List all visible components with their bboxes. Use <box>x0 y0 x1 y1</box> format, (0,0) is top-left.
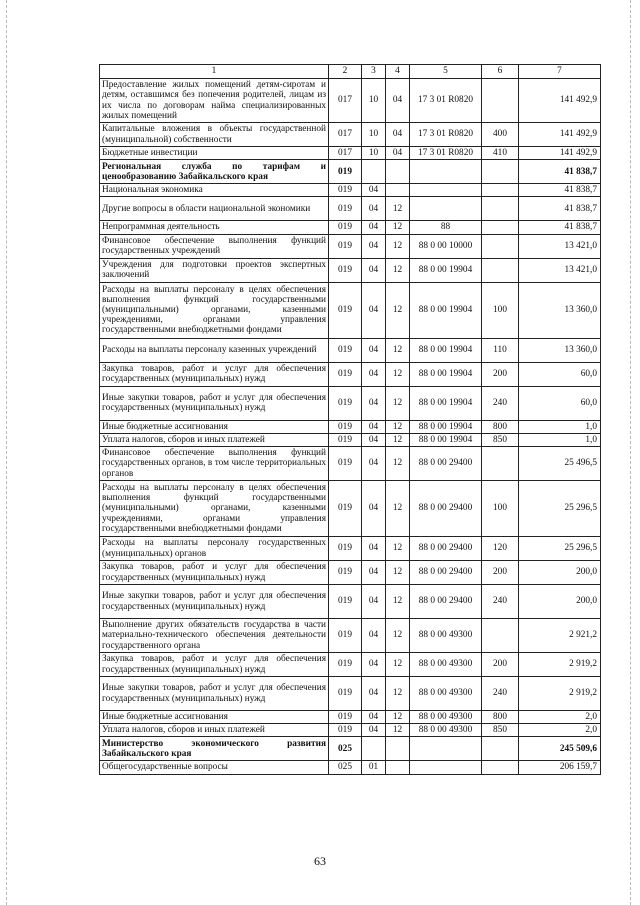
table-cell-name: Бюджетные инвестиции <box>100 147 329 160</box>
table-cell-sum: 141 492,9 <box>519 147 601 160</box>
table-row <box>100 258 601 282</box>
table-cell-sum: 13 421,0 <box>519 234 601 258</box>
table-cell-target: 88 0 00 29400 <box>410 447 482 481</box>
table-cell-target: 88 0 00 19904 <box>410 282 482 338</box>
table-cell-target: 88 0 00 49300 <box>410 724 482 737</box>
table-cell-subsection: 04 <box>386 123 410 147</box>
table-row <box>100 447 601 481</box>
table-cell-expense-type: 240 <box>482 585 519 619</box>
table-cell-sum: 245 509,6 <box>519 737 601 761</box>
table-row <box>100 160 601 184</box>
header-cell: 1 <box>100 65 329 79</box>
table-cell-name: Финансовое обеспечение выполнения функций государственных учреждений <box>100 234 329 258</box>
table-cell-subsection: 12 <box>386 282 410 338</box>
table-cell-target: 88 0 00 49300 <box>410 677 482 711</box>
table-cell-name: Иные закупки товаров, работ и услуг для обеспечения государственных (муниципальных) нужд <box>100 677 329 711</box>
table-cell-sum: 41 838,7 <box>519 160 601 184</box>
table-cell-ministry: 019 <box>329 160 362 184</box>
table-row <box>100 362 601 386</box>
table-cell-target: 88 0 00 19904 <box>410 258 482 282</box>
table-cell-sum: 41 838,7 <box>519 197 601 221</box>
table-row <box>100 386 601 420</box>
table-cell-section: 04 <box>362 619 386 653</box>
table-cell-expense-type: 410 <box>482 147 519 160</box>
table-cell-sum: 141 492,9 <box>519 79 601 123</box>
table-cell-target <box>410 197 482 221</box>
table-cell-section: 04 <box>362 653 386 677</box>
table-row <box>100 197 601 221</box>
table-row <box>100 221 601 234</box>
budget-table <box>99 64 601 775</box>
table-cell-ministry: 019 <box>329 433 362 446</box>
table-row <box>100 561 601 585</box>
table-cell-section: 04 <box>362 258 386 282</box>
table-body <box>100 65 601 775</box>
header-cell: 4 <box>386 65 410 79</box>
table-cell-ministry: 017 <box>329 123 362 147</box>
table-cell-section: 04 <box>362 447 386 481</box>
table-cell-ministry: 019 <box>329 561 362 585</box>
table-cell-ministry: 019 <box>329 481 362 537</box>
table-cell-section: 04 <box>362 433 386 446</box>
table-cell-section: 04 <box>362 711 386 724</box>
table-cell-section: 10 <box>362 147 386 160</box>
table-cell-name: Расходы на выплаты персоналу казенных учреждений <box>100 338 329 362</box>
table-cell-sum: 200,0 <box>519 585 601 619</box>
table-cell-subsection: 12 <box>386 537 410 561</box>
table-cell-subsection: 12 <box>386 433 410 446</box>
table-cell-sum: 25 296,5 <box>519 481 601 537</box>
table-cell-sum: 141 492,9 <box>519 123 601 147</box>
table-cell-name: Министерство экономического развития Забайкальского края <box>100 737 329 761</box>
table-cell-subsection: 12 <box>386 711 410 724</box>
table-cell-name: Закупка товаров, работ и услуг для обеспечения государственных (муниципальных) нужд <box>100 362 329 386</box>
table-row <box>100 619 601 653</box>
table-cell-target: 88 0 00 49300 <box>410 653 482 677</box>
table-cell-name: Региональная служба по тарифам и ценообразованию Забайкальского края <box>100 160 329 184</box>
table-cell-subsection: 12 <box>386 234 410 258</box>
table-cell-expense-type <box>482 184 519 197</box>
header-cell: 5 <box>410 65 482 79</box>
table-cell-section: 04 <box>362 537 386 561</box>
scan-right-edge <box>630 0 632 905</box>
table-row <box>100 184 601 197</box>
table-cell-section: 10 <box>362 79 386 123</box>
table-cell-sum: 1,0 <box>519 420 601 433</box>
table-row <box>100 79 601 123</box>
table-cell-name: Другие вопросы в области национальной экономики <box>100 197 329 221</box>
table-cell-ministry: 019 <box>329 447 362 481</box>
table-cell-expense-type: 800 <box>482 711 519 724</box>
table-row <box>100 282 601 338</box>
header-cell: 2 <box>329 65 362 79</box>
table-cell-ministry: 019 <box>329 537 362 561</box>
table-cell-expense-type: 110 <box>482 338 519 362</box>
table-cell-sum: 60,0 <box>519 386 601 420</box>
table-cell-subsection: 12 <box>386 258 410 282</box>
table-cell-sum: 13 360,0 <box>519 338 601 362</box>
table-cell-ministry: 019 <box>329 420 362 433</box>
table-cell-name: Иные закупки товаров, работ и услуг для обеспечения государственных (муниципальных) нужд <box>100 585 329 619</box>
table-cell-sum: 25 296,5 <box>519 537 601 561</box>
table-cell-target <box>410 184 482 197</box>
table-cell-name: Расходы на выплаты персоналу в целях обеспечения выполнения функций государственными (муниципальными) органами, казенными учреждениями, органами управления государственными внебюджетными фондами <box>100 282 329 338</box>
scan-left-edge <box>6 0 8 905</box>
table-cell-ministry: 017 <box>329 79 362 123</box>
table-row <box>100 737 601 761</box>
table-cell-name: Иные закупки товаров, работ и услуг для обеспечения государственных (муниципальных) нужд <box>100 386 329 420</box>
table-cell-subsection <box>386 160 410 184</box>
table-cell-expense-type <box>482 447 519 481</box>
table-cell-ministry: 019 <box>329 585 362 619</box>
table-cell-section: 04 <box>362 724 386 737</box>
table-cell-section: 04 <box>362 197 386 221</box>
table-cell-section <box>362 737 386 761</box>
table-cell-name: Национальная экономика <box>100 184 329 197</box>
table-cell-name: Расходы на выплаты персоналу в целях обеспечения выполнения функций государственными (муниципальными) органами, казенными учреждениями, органами управления государственными внебюджетными фондами <box>100 481 329 537</box>
table-cell-target: 88 <box>410 221 482 234</box>
table-cell-name: Уплата налогов, сборов и иных платежей <box>100 433 329 446</box>
table-cell-section: 04 <box>362 221 386 234</box>
table-cell-target: 88 0 00 19904 <box>410 420 482 433</box>
table-cell-expense-type: 200 <box>482 362 519 386</box>
table-header-row <box>100 65 601 79</box>
table-cell-section: 04 <box>362 282 386 338</box>
table-cell-subsection <box>386 737 410 761</box>
table-cell-subsection: 12 <box>386 362 410 386</box>
table-cell-expense-type <box>482 258 519 282</box>
table-cell-expense-type: 850 <box>482 724 519 737</box>
table-cell-section: 04 <box>362 585 386 619</box>
table-cell-sum: 206 159,7 <box>519 761 601 774</box>
table-row <box>100 724 601 737</box>
table-cell-sum: 13 360,0 <box>519 282 601 338</box>
table-cell-expense-type: 200 <box>482 561 519 585</box>
table-cell-target: 88 0 00 29400 <box>410 585 482 619</box>
table-cell-sum: 2 919,2 <box>519 653 601 677</box>
table-cell-name: Выполнение других обязательств государства в части материально-технического обеспечения деятельности государственного органа <box>100 619 329 653</box>
table-cell-ministry: 019 <box>329 724 362 737</box>
table-row <box>100 123 601 147</box>
header-cell: 7 <box>519 65 601 79</box>
table-cell-section <box>362 160 386 184</box>
table-row <box>100 711 601 724</box>
table-cell-name: Уплата налогов, сборов и иных платежей <box>100 724 329 737</box>
table-cell-subsection: 12 <box>386 653 410 677</box>
table-cell-name: Общегосударственные вопросы <box>100 761 329 774</box>
table-cell-ministry: 019 <box>329 234 362 258</box>
table-cell-ministry: 017 <box>329 147 362 160</box>
table-cell-section: 04 <box>362 338 386 362</box>
table-row <box>100 585 601 619</box>
table-cell-subsection: 12 <box>386 619 410 653</box>
table-cell-expense-type: 240 <box>482 677 519 711</box>
table-cell-expense-type: 100 <box>482 481 519 537</box>
table-cell-expense-type <box>482 79 519 123</box>
table-row <box>100 433 601 446</box>
table-cell-target: 88 0 00 49300 <box>410 711 482 724</box>
table-cell-subsection: 04 <box>386 147 410 160</box>
table-row <box>100 677 601 711</box>
table-cell-sum: 41 838,7 <box>519 221 601 234</box>
table-cell-target <box>410 761 482 774</box>
page-number: 63 <box>314 854 326 868</box>
table-cell-expense-type: 400 <box>482 123 519 147</box>
table-cell-section: 04 <box>362 184 386 197</box>
table-cell-expense-type <box>482 761 519 774</box>
table-cell-subsection <box>386 761 410 774</box>
table-cell-section: 01 <box>362 761 386 774</box>
table-cell-target: 17 3 01 R0820 <box>410 79 482 123</box>
table-cell-expense-type: 240 <box>482 386 519 420</box>
table-cell-target <box>410 160 482 184</box>
table-cell-target: 88 0 00 19904 <box>410 338 482 362</box>
table-cell-expense-type: 850 <box>482 433 519 446</box>
table-cell-sum: 1,0 <box>519 433 601 446</box>
table-row <box>100 537 601 561</box>
table-cell-target: 88 0 00 29400 <box>410 481 482 537</box>
table-cell-subsection: 12 <box>386 677 410 711</box>
table-cell-subsection: 12 <box>386 447 410 481</box>
table-cell-expense-type: 100 <box>482 282 519 338</box>
table-row <box>100 234 601 258</box>
table-cell-name: Закупка товаров, работ и услуг для обеспечения государственных (муниципальных) нужд <box>100 561 329 585</box>
table-cell-name: Иные бюджетные ассигнования <box>100 420 329 433</box>
table-row <box>100 338 601 362</box>
table-cell-name: Иные бюджетные ассигнования <box>100 711 329 724</box>
table-cell-target: 17 3 01 R0820 <box>410 147 482 160</box>
header-cell: 6 <box>482 65 519 79</box>
table-cell-target: 88 0 00 19904 <box>410 362 482 386</box>
table-cell-section: 10 <box>362 123 386 147</box>
table-cell-target: 88 0 00 49300 <box>410 619 482 653</box>
table-row <box>100 761 601 774</box>
table-cell-name: Непрограммная деятельность <box>100 221 329 234</box>
table-cell-target: 88 0 00 19904 <box>410 433 482 446</box>
table-cell-name: Капитальные вложения в объекты государственной (муниципальной) собственности <box>100 123 329 147</box>
table-cell-subsection: 12 <box>386 197 410 221</box>
table-cell-subsection: 12 <box>386 420 410 433</box>
table-cell-sum: 2,0 <box>519 711 601 724</box>
table-cell-sum: 2 921,2 <box>519 619 601 653</box>
table-cell-target: 88 0 00 29400 <box>410 561 482 585</box>
table-cell-sum: 2 919,2 <box>519 677 601 711</box>
table-cell-ministry: 025 <box>329 761 362 774</box>
table-cell-ministry: 019 <box>329 386 362 420</box>
table-cell-subsection <box>386 184 410 197</box>
table-cell-subsection: 12 <box>386 481 410 537</box>
table-cell-expense-type: 200 <box>482 653 519 677</box>
table-cell-expense-type: 800 <box>482 420 519 433</box>
table-cell-subsection: 12 <box>386 724 410 737</box>
table-cell-expense-type <box>482 160 519 184</box>
table-cell-target: 17 3 01 R0820 <box>410 123 482 147</box>
table-row <box>100 147 601 160</box>
table-row <box>100 481 601 537</box>
table-cell-sum: 25 496,5 <box>519 447 601 481</box>
table-cell-section: 04 <box>362 386 386 420</box>
table-cell-sum: 13 421,0 <box>519 258 601 282</box>
table-cell-ministry: 019 <box>329 258 362 282</box>
table-cell-ministry: 025 <box>329 737 362 761</box>
table-cell-subsection: 12 <box>386 221 410 234</box>
table-cell-name: Учреждения для подготовки проектов экспертных заключений <box>100 258 329 282</box>
table-cell-expense-type <box>482 737 519 761</box>
table-cell-expense-type <box>482 619 519 653</box>
table-cell-subsection: 12 <box>386 338 410 362</box>
table-row <box>100 653 601 677</box>
table-cell-ministry: 019 <box>329 184 362 197</box>
table-cell-ministry: 019 <box>329 221 362 234</box>
table-cell-sum: 2,0 <box>519 724 601 737</box>
header-cell: 3 <box>362 65 386 79</box>
table-cell-sum: 41 838,7 <box>519 184 601 197</box>
table-cell-expense-type <box>482 197 519 221</box>
table-cell-target: 88 0 00 29400 <box>410 537 482 561</box>
table-cell-section: 04 <box>362 677 386 711</box>
table-cell-sum: 60,0 <box>519 362 601 386</box>
table-cell-section: 04 <box>362 481 386 537</box>
table-cell-expense-type: 120 <box>482 537 519 561</box>
table-cell-subsection: 12 <box>386 561 410 585</box>
table-row <box>100 420 601 433</box>
table-cell-expense-type <box>482 234 519 258</box>
table-cell-section: 04 <box>362 561 386 585</box>
table-cell-expense-type <box>482 221 519 234</box>
table-cell-section: 04 <box>362 362 386 386</box>
table-cell-sum: 200,0 <box>519 561 601 585</box>
table-cell-name: Финансовое обеспечение выполнения функций государственных органов, в том числе территориальных органов <box>100 447 329 481</box>
table-cell-target: 88 0 00 10000 <box>410 234 482 258</box>
table-cell-ministry: 019 <box>329 197 362 221</box>
table-cell-target <box>410 737 482 761</box>
table-cell-name: Закупка товаров, работ и услуг для обеспечения государственных (муниципальных) нужд <box>100 653 329 677</box>
table-cell-ministry: 019 <box>329 338 362 362</box>
table-cell-ministry: 019 <box>329 653 362 677</box>
table-cell-name: Предоставление жилых помещений детям-сиротам и детям, оставшимся без попечения родителей, лицам из их числа по договорам найма специализированных жилых помещений <box>100 79 329 123</box>
table-cell-subsection: 04 <box>386 79 410 123</box>
table-cell-ministry: 019 <box>329 619 362 653</box>
table-cell-ministry: 019 <box>329 362 362 386</box>
table-cell-ministry: 019 <box>329 282 362 338</box>
table-cell-section: 04 <box>362 420 386 433</box>
table-cell-subsection: 12 <box>386 386 410 420</box>
table-cell-section: 04 <box>362 234 386 258</box>
table-cell-ministry: 019 <box>329 677 362 711</box>
table-cell-ministry: 019 <box>329 711 362 724</box>
table-cell-name: Расходы на выплаты персоналу государственных (муниципальных) органов <box>100 537 329 561</box>
table-cell-subsection: 12 <box>386 585 410 619</box>
table-cell-target: 88 0 00 19904 <box>410 386 482 420</box>
